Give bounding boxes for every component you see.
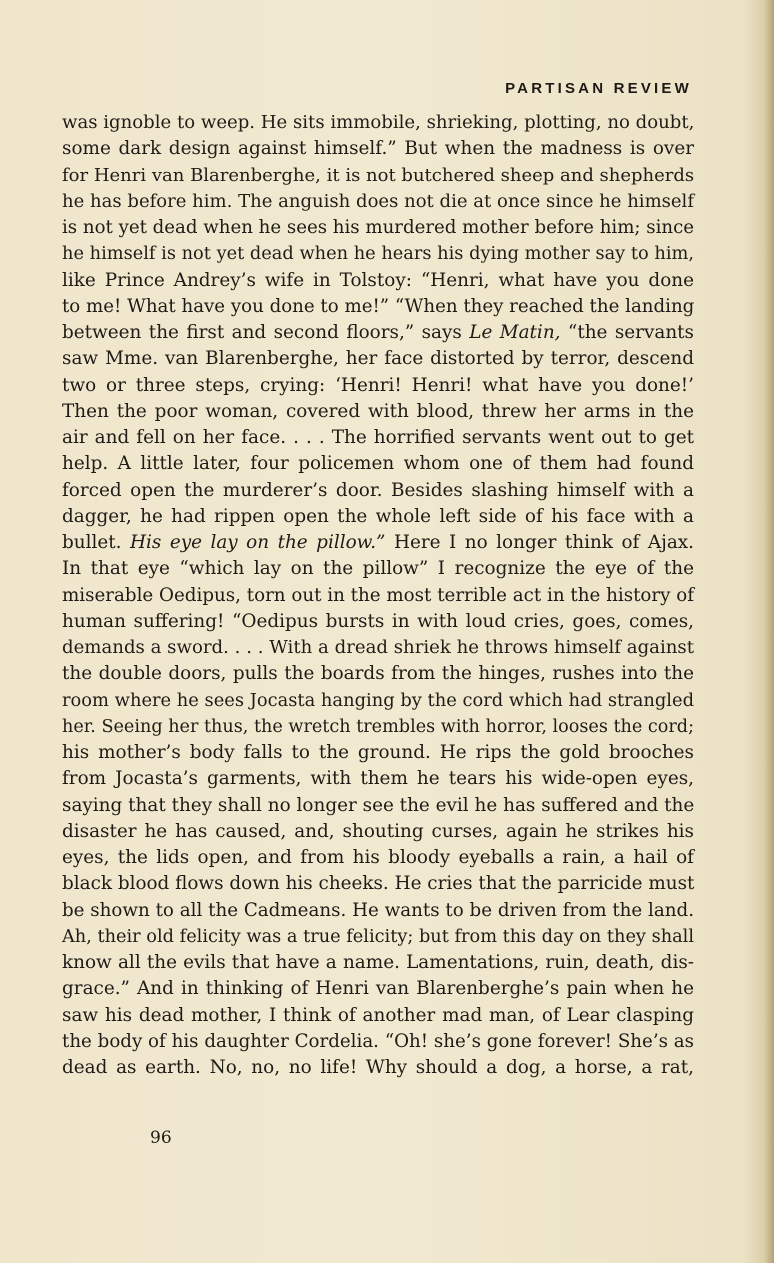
text-line: miserable Oedipus, torn out in the most terrible act in the history of [62, 584, 694, 606]
text-line: some dark design against himself.” But when the madness is over [62, 138, 694, 160]
text-line: help. A little later, four policemen whom one of them had found [62, 453, 694, 475]
text-line: dead as earth. No, no, no life! Why should a dog, a horse, a rat, [62, 1057, 694, 1078]
text-line: In that eye “which lay on the pillow” I recognize the eye of the [62, 558, 694, 580]
text-line: know all the evils that have a name. Lamentations, ruin, death, dis- [62, 952, 694, 973]
text-line: grace.” And in thinking of Henri van Blarenberghe’s pain when he [62, 978, 694, 1000]
text-line: saw Mme. van Blarenberghe, her face distorted by terror, descend [62, 348, 694, 370]
text-line: saying that they shall no longer see the evil he has suffered and the [62, 794, 695, 816]
text-line: room where he sees Jocasta hanging by the cord which had strangled [62, 689, 694, 711]
text-line: black blood flows down his cheeks. He cries that the parricide must [62, 873, 695, 895]
text-line: his mother’s body falls to the ground. He rips the gold brooches [62, 742, 694, 763]
text-line: he himself is not yet dead when he hears his dying mother say to him, [62, 243, 694, 265]
text-line: Ah, their old felicity was a true felicity; but from this day on they shall [62, 926, 694, 947]
running-head: PARTISAN REVIEW [505, 80, 692, 97]
text-line: her. Seeing her thus, the wretch trembles with horror, looses the cord; [62, 716, 694, 737]
page-edge-shadow [764, 0, 774, 1263]
text-line: to me! What have you done to me!” “When they reached the landing [62, 295, 695, 317]
text-line: Then the poor woman, covered with blood, threw her arms in the [62, 400, 694, 422]
text-line: saw his dead mother, I think of another mad man, of Lear clasping [62, 1004, 694, 1026]
text-line: human suffering! “Oedipus bursts in with loud cries, goes, comes, [62, 610, 694, 632]
page-number: 96 [150, 1128, 172, 1148]
text-line: for Henri van Blarenberghe, it is not butchered sheep and shepherds [62, 164, 695, 186]
text-line: the double doors, pulls the boards from the hinges, rushes into the [62, 663, 694, 685]
text-line: forced open the murderer’s door. Besides slashing himself with a [62, 479, 694, 501]
text-line: air and fell on her face. . . . The horrified servants went out to get [62, 427, 694, 448]
text-line: from Jocasta’s garments, with them he tears his wide-open eyes, [62, 768, 694, 790]
text-line: the body of his daughter Cordelia. “Oh! she’s gone forever! She’s as [62, 1030, 694, 1052]
text-line: disaster he has caused, and, shouting curses, again he strikes his [62, 820, 694, 842]
text-line: he has before him. The anguish does not die at once since he himself [62, 190, 694, 212]
text-line: was ignoble to weep. He sits immobile, shrieking, plotting, no doubt, [62, 112, 695, 133]
text-line: dagger, he had rippen open the whole left side of his face with a [62, 505, 694, 527]
text-line: be shown to all the Cadmeans. He wants to be driven from the land. [62, 899, 694, 921]
body-text [62, 110, 694, 1081]
text-line: eyes, the lids open, and from his bloody eyeballs a rain, a hail of [62, 847, 694, 868]
text-line: two or three steps, crying: ‘Henri! Henri! what have you done!’ [62, 374, 694, 396]
text-line: between the first and second floors,” says Le Matin, “the servants [62, 322, 694, 343]
text-line: demands a sword. . . . With a dread shriek he throws himself against [62, 637, 694, 658]
text-line: is not yet dead when he sees his murdered mother before him; since [62, 217, 695, 238]
text-line: bullet. His eye lay on the pillow.” Here I no longer think of Ajax. [62, 532, 694, 553]
text-line: like Prince Andrey’s wife in Tolstoy: “Henri, what have you done [62, 269, 694, 291]
